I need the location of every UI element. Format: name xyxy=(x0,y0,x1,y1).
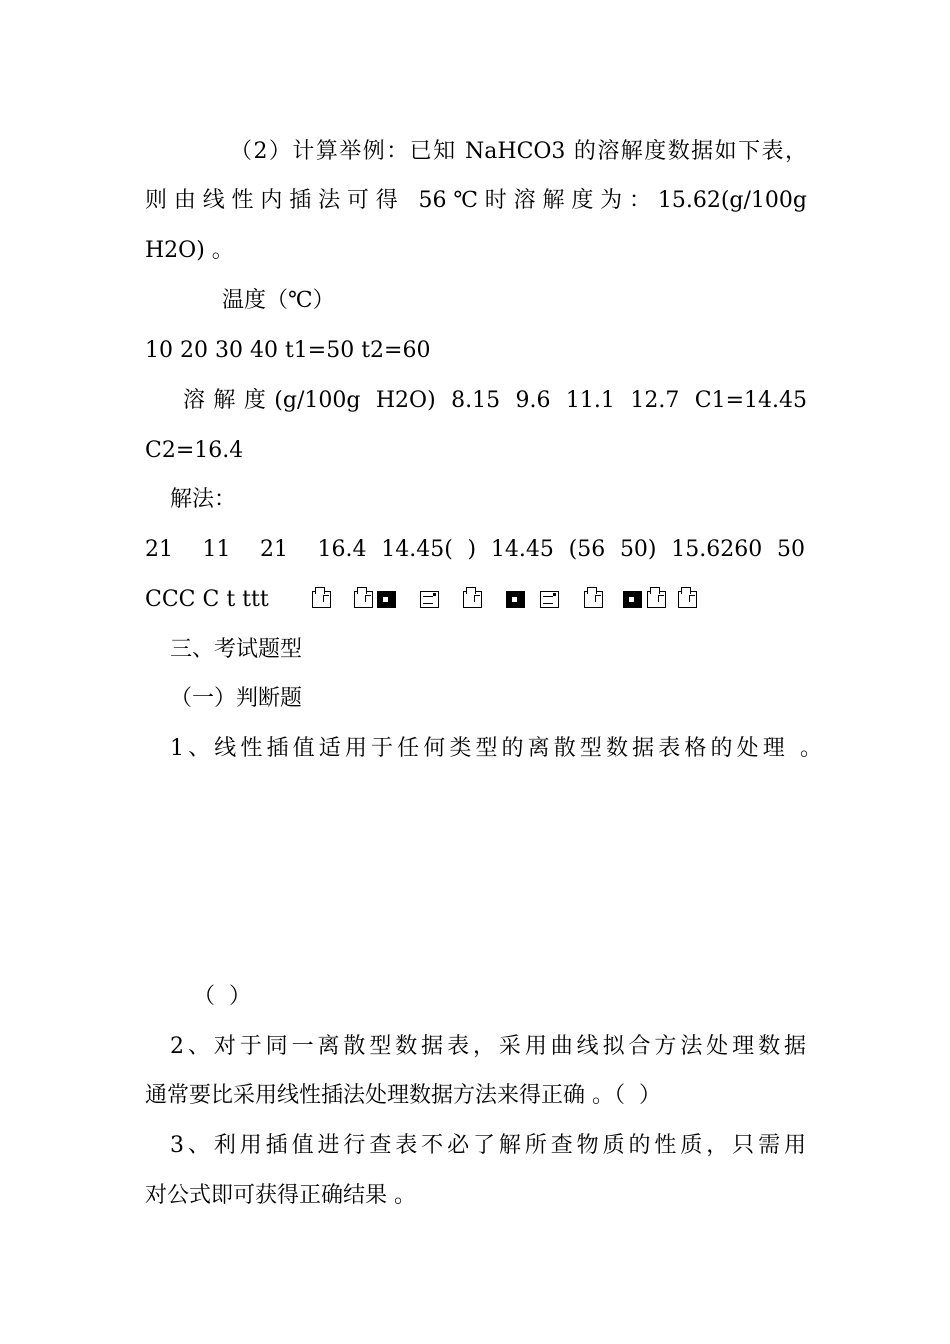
question-2-line-2: 通常要比采用线性插法处理数据方法来得正确 。（ ） xyxy=(145,1083,661,1108)
folder-icon xyxy=(312,591,331,608)
lines-icon xyxy=(540,591,559,608)
box-icon xyxy=(506,591,525,608)
example-paragraph-line-3: H2O) 。 xyxy=(145,238,234,263)
box-icon xyxy=(623,591,642,608)
question-3-line-2: 对公式即可获得正确结果 。 xyxy=(145,1183,416,1208)
example-paragraph-line-2: 则由线性内插法可得 56℃时溶解度为：15.62(g/100g xyxy=(145,188,807,213)
lines-icon xyxy=(420,591,439,608)
formula-line-2: CCC C t ttt xyxy=(145,587,269,612)
folder-icon xyxy=(678,591,697,608)
question-2-line-1: 2、对于同一离散型数据表，采用曲线拟合方法处理数据 xyxy=(170,1034,806,1059)
temperature-values: 10 20 30 40 t1=50 t2=60 xyxy=(145,338,431,363)
folder-icon xyxy=(584,591,603,608)
folder-icon xyxy=(463,591,482,608)
example-paragraph-line-1: （2）计算举例：已知 NaHCO3 的溶解度数据如下表， xyxy=(230,139,807,164)
question-1: 1、线性插值适用于任何类型的离散型数据表格的处理 。 xyxy=(170,736,822,761)
section-subheading: （一）判断题 xyxy=(170,686,303,711)
solubility-line-2: C2=16.4 xyxy=(145,438,244,463)
solubility-line-1: 溶解度(g/100g H2O) 8.15 9.6 11.1 12.7 C1=14.45 xyxy=(183,388,807,413)
solution-label: 解法： xyxy=(170,487,237,512)
folder-icon xyxy=(647,591,666,608)
formula-line-1: 21 11 21 16.4 14.45( ) 14.45 (56 50) 15.6260 50 xyxy=(145,537,805,562)
folder-icon xyxy=(354,591,373,608)
box-icon xyxy=(377,591,396,608)
section-heading: 三、考试题型 xyxy=(170,637,303,662)
question-3-line-1: 3、利用插值进行查表不必了解所查物质的性质，只需用 xyxy=(170,1133,806,1158)
temperature-header: 温度（℃） xyxy=(222,288,335,313)
question-1-answer-blank: （ ） xyxy=(193,984,251,1009)
